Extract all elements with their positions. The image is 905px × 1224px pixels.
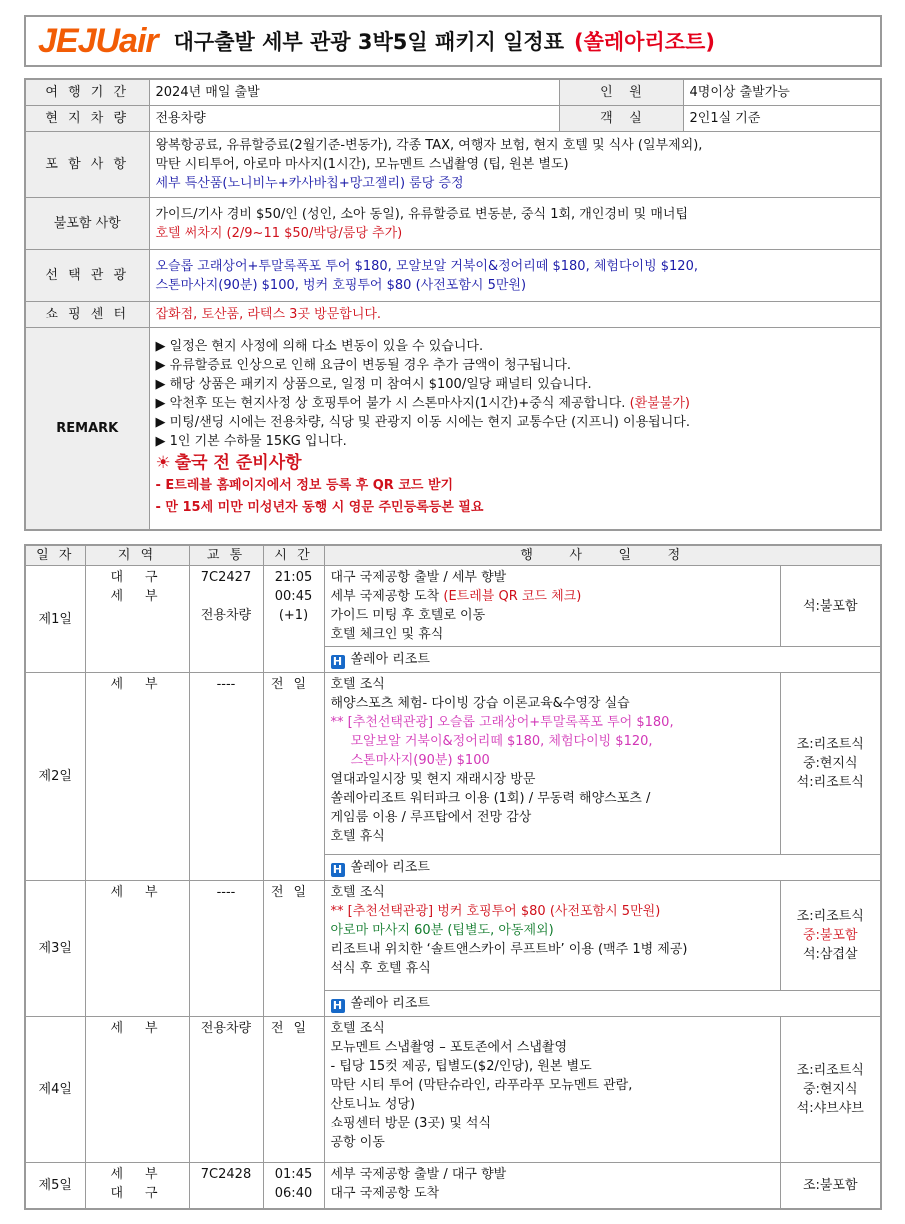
day5-transport: 7C2428 <box>189 1163 263 1209</box>
excluded-line: 가이드/기사 경비 $50/인 (성인, 소아 동일), 유류할증료 변동분, 중식 1회, 개인경비 및 매너팁 <box>155 206 689 222</box>
day1-region <box>85 566 189 673</box>
header-region: 지 역 <box>85 545 189 566</box>
prep-item: - 만 15세 미만 미성년자 동행 시 영문 주민등록등본 필요 <box>155 500 484 516</box>
prep-item: - E트레블 홈페이지에서 정보 등록 후 QR 코드 받기 <box>155 478 454 494</box>
time-value: 01:45 <box>274 1167 313 1182</box>
day1-transport <box>189 566 263 673</box>
day2-time: 전일 <box>263 673 324 881</box>
transport-car: 전용차량 <box>200 608 252 623</box>
sun-icon: ☀ <box>155 453 171 474</box>
excluded-row <box>25 198 881 250</box>
day1-time <box>263 566 324 673</box>
day5-itinerary <box>324 1163 780 1209</box>
itinerary-line: 대구 국제공항 출발 / 세부 향발 <box>330 570 507 585</box>
itinerary-line: 가이드 미팅 후 호텔로 이동 <box>330 608 486 623</box>
day2-row <box>25 673 881 855</box>
vehicle-row <box>25 106 881 132</box>
optional-tour: 모알보알 거북이&정어리떼 $180, 체험다이빙 $120, <box>350 734 653 749</box>
hotel-name: 쏠레아 리조트 <box>350 996 430 1011</box>
flight-number: 7C2427 <box>200 570 252 585</box>
itinerary-line: 리조트내 위치한 ‘솔트앤스카이 루프트바’ 이용 (맥주 1병 제공) <box>330 942 688 957</box>
day1-meal: 석:불포함 <box>780 566 881 647</box>
day4-itinerary <box>324 1017 780 1163</box>
header-time: 시 간 <box>263 545 324 566</box>
remark-item: ▶ 미팅/샌딩 시에는 전용차량, 식당 및 관광지 이동 시에는 현지 교통수단 (지프니) 이용됩니다. <box>155 415 690 431</box>
remark-item: ▶ 해당 상품은 패키지 상품으로, 일정 미 참여시 $100/일당 패널티 있습니다. <box>155 377 592 393</box>
massage-line: 아로마 마사지 60분 (팁별도, 아동제외) <box>330 923 554 938</box>
schedule-table <box>24 544 882 1210</box>
included-line: 왕복항공료, 유류할증료(2월기준-변동가), 각종 TAX, 여행자 보험, 현지 호텔 및 식사 (일부제외), <box>155 138 703 153</box>
optional-tour: ** [추천선택관광] 오슬롭 고래상어+투말록폭포 투어 $180, <box>330 715 674 730</box>
meal-breakfast: 조:리조트식 <box>796 1063 864 1078</box>
day2-hotel <box>324 855 881 881</box>
optional-tour: ** [추천선택관광] 벙커 호핑투어 $80 (사전포함시 5만원) <box>330 904 661 919</box>
optional-line: 오슬롭 고래상어+투말록폭포 투어 $180, 모알보알 거북이&정어리떼 $180, 체험다이빙 $120, <box>155 258 698 274</box>
day1-row <box>25 566 881 647</box>
excluded-value <box>149 198 881 250</box>
day5-time <box>263 1163 324 1209</box>
day5-row <box>25 1163 881 1209</box>
shopping-value: 잡화점, 토산품, 라텍스 3곳 방문합니다. <box>149 302 881 328</box>
optional-line: 스톤마사지(90분) $100, 벙커 호핑투어 $80 (사전포함시 5만원) <box>155 277 527 293</box>
meal-lunch: 중:현지식 <box>802 1082 858 1097</box>
itinerary-line: 공항 이동 <box>330 1135 385 1150</box>
prep-title: 출국 전 준비사항 <box>174 453 302 474</box>
meal-breakfast: 조:리조트식 <box>796 909 864 924</box>
itinerary-line: 모뉴멘트 스냅촬영 – 포토존에서 스냅촬영 <box>330 1040 568 1055</box>
remark-label: REMARK <box>25 328 149 530</box>
day3-itinerary <box>324 881 780 991</box>
itinerary-line: 대구 국제공항 도착 <box>330 1186 440 1201</box>
day4-meal <box>780 1017 881 1163</box>
time-value: (+1) <box>278 608 309 623</box>
day5-label: 제5일 <box>25 1163 85 1209</box>
meal-dinner: 석:리조트식 <box>796 775 864 790</box>
excluded-hotel: 호텔 써차지 (2/9~11 $50/박당/룸당 추가) <box>155 225 403 241</box>
remark-typhoon: ▶ 악천후 또는 현지사정 상 호핑투어 불가 시 스톤마사지(1시간)+중식 제공합니다. <box>155 396 626 412</box>
day4-transport: 전용차량 <box>189 1017 263 1163</box>
itinerary-line: 쇼핑센터 방문 (3곳) 및 석식 <box>330 1116 492 1131</box>
included-gift: 세부 특산품(노니비누+카사바칩+망고젤리) 룸당 증정 <box>155 176 464 191</box>
included-label: 포 함 사 항 <box>25 132 149 198</box>
room-label: 객 실 <box>559 106 683 132</box>
shopping-row <box>25 302 881 328</box>
remark-row <box>25 328 881 530</box>
remark-item: ▶ 일정은 현지 사정에 의해 다소 변동이 있을 수 있습니다. <box>155 339 484 355</box>
period-value: 2024년 매일 출발 <box>149 79 559 106</box>
time-value: 00:45 <box>274 589 313 604</box>
header-itinerary: 행 사 일 정 <box>324 545 881 566</box>
schedule-header <box>25 545 881 566</box>
period-row <box>25 79 881 106</box>
day2-meal <box>780 673 881 855</box>
day2-transport: ---- <box>189 673 263 881</box>
day1-hotel <box>324 647 881 673</box>
itinerary-line: 호텔 조식 <box>330 1021 385 1036</box>
itinerary-line <box>331 587 774 606</box>
day1-label: 제1일 <box>25 566 85 673</box>
header-date: 일 자 <box>25 545 85 566</box>
itinerary-line: - 팁당 15컷 제공, 팁별도($2/인당), 원본 별도 <box>330 1059 592 1074</box>
itinerary-line: 열대과일시장 및 현지 재래시장 방문 <box>330 772 536 787</box>
itinerary-line: 호텔 조식 <box>330 677 385 692</box>
people-value: 4명이상 출발가능 <box>683 79 881 106</box>
hotel-icon: H <box>331 655 345 669</box>
day4-region: 세부 <box>85 1017 189 1163</box>
day2-region: 세부 <box>85 673 189 881</box>
info-table <box>24 78 882 531</box>
day3-hotel <box>324 991 881 1017</box>
people-label: 인 원 <box>559 79 683 106</box>
day2-label: 제2일 <box>25 673 85 881</box>
meal-lunch: 중:현지식 <box>802 756 858 771</box>
time-value: 06:40 <box>274 1186 313 1201</box>
meal-dinner: 석:샤브샤브 <box>796 1101 864 1116</box>
included-row <box>25 132 881 198</box>
qr-check: (E트레블 QR 코드 체크) <box>443 589 582 604</box>
day3-meal <box>780 881 881 991</box>
remark-item <box>156 394 875 413</box>
day5-region <box>85 1163 189 1209</box>
day4-time: 전일 <box>263 1017 324 1163</box>
remark-item: ▶ 유류할증료 인상으로 인해 요금이 변동될 경우 추가 금액이 청구됩니다. <box>155 358 572 374</box>
meal-lunch: 중:불포함 <box>802 928 858 943</box>
itinerary-line: 호텔 조식 <box>330 885 385 900</box>
title-bar <box>24 15 882 67</box>
itinerary-line: 막탄 시티 투어 (막탄슈라인, 라푸라푸 모뉴멘트 관람, <box>330 1078 633 1093</box>
region-name: 세부 <box>110 589 180 604</box>
day3-row <box>25 881 881 991</box>
vehicle-label: 현 지 차 량 <box>25 106 149 132</box>
excluded-label: 불포함 사항 <box>25 198 149 250</box>
day4-label: 제4일 <box>25 1017 85 1163</box>
jejuair-logo: JEJUair <box>38 21 158 60</box>
header-transport: 교 통 <box>189 545 263 566</box>
prep-heading <box>156 451 875 475</box>
remark-item: ▶ 1인 기본 수하물 15KG 입니다. <box>155 434 347 450</box>
day4-row <box>25 1017 881 1163</box>
region-name: 대구 <box>110 570 180 585</box>
vehicle-value: 전용차량 <box>149 106 559 132</box>
hotel-icon: H <box>331 863 345 877</box>
itinerary-arrival: 세부 국제공항 도착 <box>330 589 444 604</box>
region-name: 세부 <box>110 1167 180 1182</box>
resort-name: (쏠레아리조트) <box>574 30 715 54</box>
included-line: 막탄 시티투어, 아로마 마사지(1시간), 모뉴멘트 스냅촬영 (팁, 원본 별도) <box>155 157 569 172</box>
hotel-icon: H <box>331 999 345 1013</box>
day3-transport: ---- <box>189 881 263 1017</box>
hotel-name: 쏠레아 리조트 <box>350 652 430 667</box>
itinerary-line: 산토니뇨 성당) <box>330 1097 416 1112</box>
time-value: 21:05 <box>274 570 313 585</box>
day5-meal: 조:불포함 <box>780 1163 881 1209</box>
remark-typhoon-note: (환불불가) <box>629 396 690 412</box>
page-title: 대구출발 세부 관광 3박5일 패키지 일정표 <box>173 30 564 54</box>
optional-row <box>25 250 881 302</box>
included-value <box>149 132 881 198</box>
itinerary-line: 석식 후 호텔 휴식 <box>330 961 431 976</box>
day1-itinerary <box>324 566 780 647</box>
shopping-label: 쇼 핑 센 터 <box>25 302 149 328</box>
hotel-name: 쏠레아 리조트 <box>350 860 430 875</box>
day3-label: 제3일 <box>25 881 85 1017</box>
room-value: 2인1실 기준 <box>683 106 881 132</box>
optional-label: 선 택 관 광 <box>25 250 149 302</box>
day3-time: 전일 <box>263 881 324 1017</box>
itinerary-line: 호텔 휴식 <box>330 829 385 844</box>
day2-itinerary <box>324 673 780 855</box>
day3-region: 세부 <box>85 881 189 1017</box>
meal-dinner: 석:삼겹살 <box>802 947 858 962</box>
remark-value <box>149 328 881 530</box>
period-label: 여 행 기 간 <box>25 79 149 106</box>
itinerary-line: 세부 국제공항 출발 / 대구 향발 <box>330 1167 507 1182</box>
meal-breakfast: 조:리조트식 <box>796 737 864 752</box>
itinerary-line: 게임룸 이용 / 루프탑에서 전망 감상 <box>330 810 532 825</box>
optional-tour: 스톤마사지(90분) $100 <box>350 753 490 768</box>
itinerary-line: 호텔 체크인 및 휴식 <box>330 627 444 642</box>
optional-value <box>149 250 881 302</box>
region-name: 대구 <box>110 1186 180 1201</box>
itinerary-line: 해양스포츠 체험- 다이빙 강습 이론교육&수영장 실습 <box>330 696 630 711</box>
itinerary-line: 쏠레아리조트 워터파크 이용 (1회) / 무동력 해양스포츠 / <box>330 791 651 806</box>
